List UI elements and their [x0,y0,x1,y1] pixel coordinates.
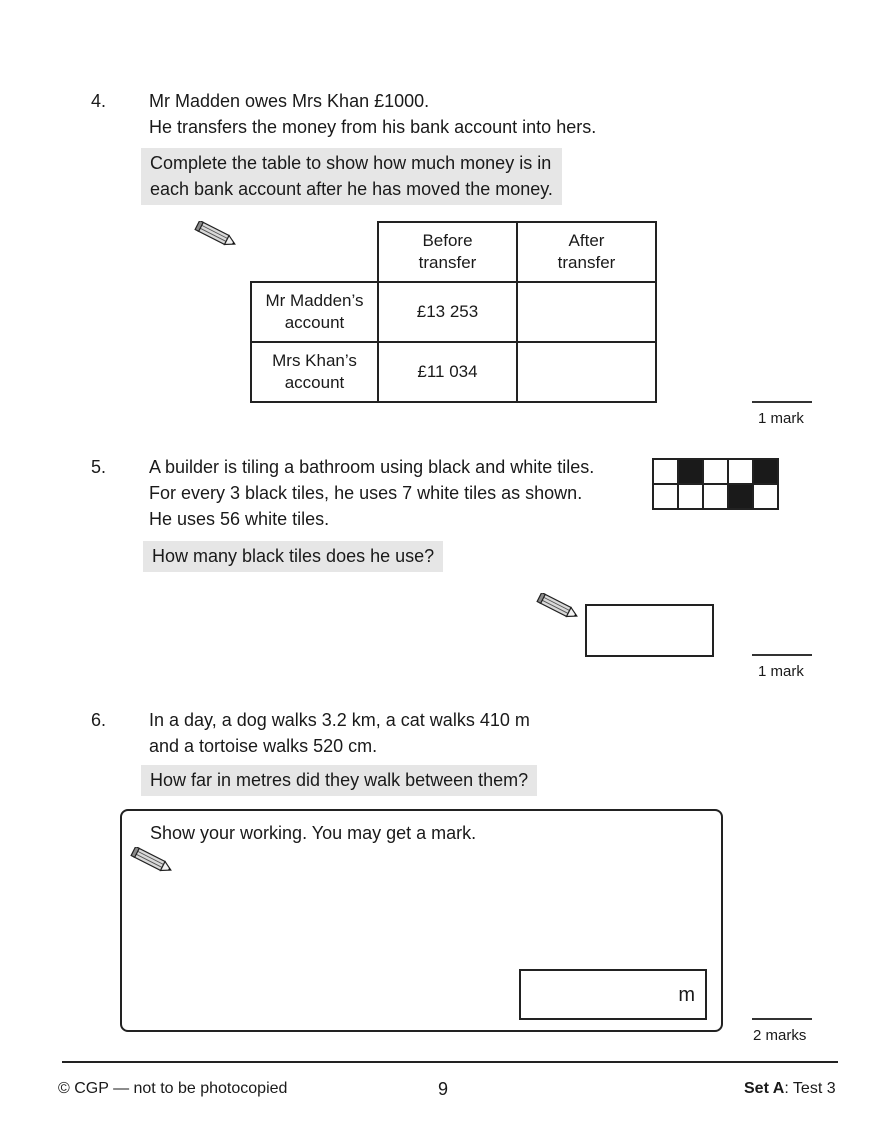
marks-q5: 1 mark [758,663,804,680]
question-4-prompt-line-2: each bank account after he has moved the money. [150,179,553,199]
tile-row [653,484,778,509]
tile-row [653,459,778,484]
row-label-line-2: account [284,373,345,392]
question-4-number: 4. [91,91,107,111]
question-5-number: 5. [91,457,107,477]
row-label-mrs-khan [251,342,378,402]
question-4-prompt [141,148,562,205]
money-table [250,221,657,403]
marks-q6: 2 marks [753,1027,807,1044]
header-before-transfer [378,222,517,282]
page-number: 9 [438,1079,449,1099]
question-4-prompt-line-1: Complete the table to show how much money is in [150,153,552,173]
question-6-text [149,707,530,759]
mrs-khan-before-value: £11 034 [378,342,517,402]
black-tile [678,459,703,484]
white-tile [728,459,753,484]
header-after-line-2: transfer [557,253,616,272]
white-tile [703,459,728,484]
row-label-line-1: Mr Madden’s [265,291,364,310]
row-label-mr-madden [251,282,378,342]
question-4-line-1: Mr Madden owes Mrs Khan £1000. [149,91,430,111]
question-5-line-2: For every 3 black tiles, he uses 7 white tiles as shown. [149,483,583,503]
white-tile [653,459,678,484]
black-tiles-answer-box[interactable] [585,604,714,657]
footer-test-label [744,1080,836,1098]
table-row-mrs-khan [251,342,656,402]
header-before-line-2: transfer [418,253,477,272]
question-6-line-2: and a tortoise walks 520 cm. [149,736,378,756]
black-tile [728,484,753,509]
question-4-line-2: He transfers the money from his bank account into hers. [149,117,597,137]
row-label-line-1: Mrs Khan’s [272,351,357,370]
working-area[interactable] [120,809,723,1032]
marks-q4: 1 mark [758,410,804,427]
answer-unit: m [678,984,695,1006]
question-5-line-3: He uses 56 white tiles. [149,509,330,529]
mrs-khan-after-input[interactable] [517,342,656,402]
white-tile [678,484,703,509]
money-table-header-row [251,222,656,282]
distance-answer-box[interactable] [519,969,707,1020]
question-5-prompt: How many black tiles does he use? [143,541,443,572]
table-row-mr-madden [251,282,656,342]
footer-copyright: © CGP — not to be photocopied [58,1080,288,1097]
money-table-corner [251,222,378,282]
header-before-line-1: Before [422,231,473,250]
white-tile [753,484,778,509]
footer-test-name: : Test 3 [784,1080,836,1097]
pencil-icon [130,847,176,875]
question-6-line-1: In a day, a dog walks 3.2 km, a cat walks 410 m [149,710,530,730]
black-tile [753,459,778,484]
mark-line-q6 [752,1018,812,1020]
question-5-text [149,454,594,532]
footer-divider [62,1061,838,1063]
question-6-number: 6. [91,710,107,730]
tile-pattern [652,458,779,510]
white-tile [703,484,728,509]
question-6-prompt: How far in metres did they walk between them? [141,765,537,796]
working-label: Show your working. You may get a mark. [150,823,477,843]
footer-set-label: Set A [744,1080,785,1097]
white-tile [653,484,678,509]
row-label-line-2: account [284,313,345,332]
question-5-line-1: A builder is tiling a bathroom using black and white tiles. [149,457,595,477]
mr-madden-before-value: £13 253 [378,282,517,342]
question-4-text [149,88,596,140]
pencil-icon [194,221,240,249]
header-after-transfer [517,222,656,282]
pencil-icon [536,593,582,621]
mark-line-q5 [752,654,812,656]
mr-madden-after-input[interactable] [517,282,656,342]
mark-line-q4 [752,401,812,403]
header-after-line-1: After [568,231,605,250]
